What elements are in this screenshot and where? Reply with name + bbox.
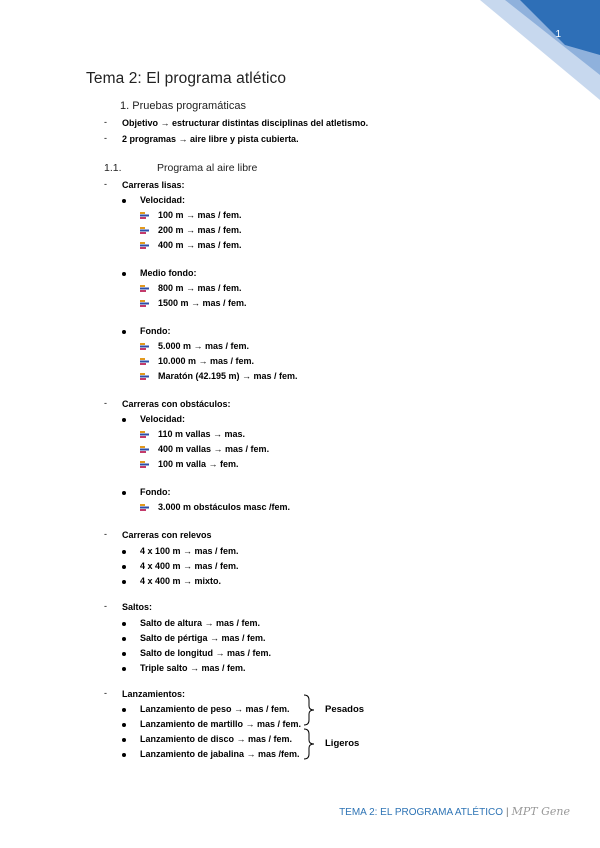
subcategory-label: Velocidad: <box>140 414 186 424</box>
bullet-dot <box>122 413 126 425</box>
dash-marker: - <box>104 529 107 539</box>
footer-title: TEMA 2: EL PROGRAMA ATLÉTICO <box>339 807 503 818</box>
category-label: Lanzamientos: <box>122 689 186 699</box>
bullet-dot <box>122 560 126 572</box>
arrow-bullet-icon <box>140 443 149 455</box>
arrow-bullet-icon <box>140 355 149 367</box>
list-item: Lanzamiento de martillo → mas / fem. <box>140 719 302 729</box>
brace-ligeros <box>302 728 318 760</box>
list-item: 100 m → mas / fem. <box>158 210 242 220</box>
list-item: 800 m → mas / fem. <box>158 283 242 293</box>
bullet-dot <box>122 545 126 557</box>
arrow-bullet-icon <box>140 297 149 309</box>
arrow-bullet-icon <box>140 209 149 221</box>
footer-separator: | <box>506 807 509 818</box>
dash-marker: - <box>104 688 107 698</box>
subcategory-label: Fondo: <box>140 487 171 497</box>
bullet-dot <box>122 632 126 644</box>
corner-decoration <box>460 0 600 100</box>
arrow-bullet-icon <box>140 370 149 382</box>
arrow-bullet-icon <box>140 501 149 513</box>
arrow-bullet-icon <box>140 239 149 251</box>
list-item: 4 x 100 m → mas / fem. <box>140 546 239 556</box>
bullet-dot <box>122 703 126 715</box>
subsection-heading: Programa al aire libre <box>157 162 258 174</box>
dash-marker: - <box>104 179 107 189</box>
arrow-bullet-icon <box>140 224 149 236</box>
section-heading: 1. Pruebas programáticas <box>120 100 246 112</box>
category-label: Saltos: <box>122 602 153 612</box>
bullet-dot <box>122 267 126 279</box>
list-item: 110 m vallas → mas. <box>158 429 246 439</box>
list-item: 100 m valla → fem. <box>158 459 239 469</box>
list-item: 200 m → mas / fem. <box>158 225 242 235</box>
subsection-number: 1.1. <box>104 162 122 174</box>
dash-marker: - <box>104 398 107 408</box>
category-label: Carreras lisas: <box>122 180 185 190</box>
list-item: Salto de altura → mas / fem. <box>140 618 261 628</box>
bullet-dot <box>122 647 126 659</box>
list-item: Maratón (42.195 m) → mas / fem. <box>158 371 298 381</box>
bullet-dot <box>122 325 126 337</box>
list-item: Objetivo → estructurar distintas disciplinas del atletismo. <box>122 118 369 128</box>
bullet-dot <box>122 662 126 674</box>
dash-marker: - <box>104 117 107 127</box>
subcategory-label: Velocidad: <box>140 195 186 205</box>
bullet-dot <box>122 194 126 206</box>
arrow-bullet-icon <box>140 458 149 470</box>
list-item: Lanzamiento de disco → mas / fem. <box>140 734 293 744</box>
list-item: 400 m vallas → mas / fem. <box>158 444 270 454</box>
list-item: 4 x 400 m → mas / fem. <box>140 561 239 571</box>
brace-pesados <box>302 694 318 726</box>
list-item: 400 m → mas / fem. <box>158 240 242 250</box>
signature: MPT Gene <box>511 805 570 818</box>
footer <box>339 805 570 818</box>
page-title: Tema 2: El programa atlético <box>86 70 287 87</box>
category-label: Carreras con relevos <box>122 530 212 540</box>
subcategory-label: Fondo: <box>140 326 171 336</box>
list-item: Lanzamiento de peso → mas / fem. <box>140 704 290 714</box>
list-item: Lanzamiento de jabalina → mas /fem. <box>140 749 300 759</box>
list-item: Salto de longitud → mas / fem. <box>140 648 272 658</box>
bullet-dot <box>122 748 126 760</box>
list-item: 5.000 m → mas / fem. <box>158 341 250 351</box>
bullet-dot <box>122 486 126 498</box>
bullet-dot <box>122 617 126 629</box>
list-item: Triple salto → mas / fem. <box>140 663 246 673</box>
arrow-bullet-icon <box>140 340 149 352</box>
group-label-ligeros: Ligeros <box>325 738 360 749</box>
category-label: Carreras con obstáculos: <box>122 399 231 409</box>
bullet-dot <box>122 718 126 730</box>
bullet-dot <box>122 733 126 745</box>
list-item: 4 x 400 m → mixto. <box>140 576 222 586</box>
arrow-bullet-icon <box>140 282 149 294</box>
dash-marker: - <box>104 601 107 611</box>
dash-marker: - <box>104 133 107 143</box>
arrow-bullet-icon <box>140 428 149 440</box>
subcategory-label: Medio fondo: <box>140 268 197 278</box>
list-item: 1500 m → mas / fem. <box>158 298 247 308</box>
list-item: Salto de pértiga → mas / fem. <box>140 633 266 643</box>
page-number: 1 <box>555 29 561 40</box>
group-label-pesados: Pesados <box>325 704 365 715</box>
list-item: 2 programas → aire libre y pista cubierta. <box>122 134 299 144</box>
list-item: 10.000 m → mas / fem. <box>158 356 255 366</box>
list-item: 3.000 m obstáculos masc /fem. <box>158 502 291 512</box>
bullet-dot <box>122 575 126 587</box>
